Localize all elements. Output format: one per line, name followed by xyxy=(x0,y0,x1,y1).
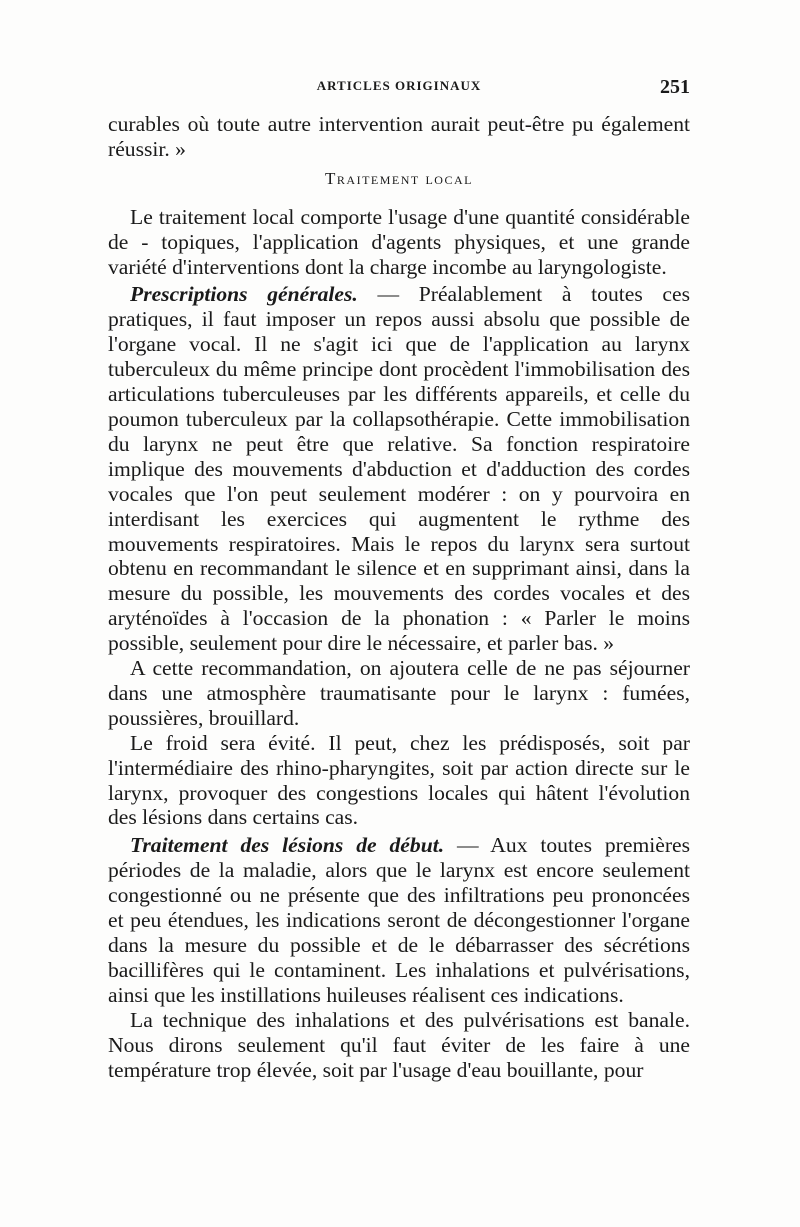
section-heading: Traitement local xyxy=(325,168,473,188)
paragraph-cold: Le froid sera évité. Il peut, chez les prédisposés, soit par l'intermédiaire des rhino-pharyngites, soit par action directe sur le larynx, provoquer des congestions locales qui hâtent l'évolution des lésions dans certains cas. xyxy=(108,730,690,830)
subsection-lead-in: Traitement des lésions de début. xyxy=(130,833,445,858)
paragraph-text: — Préalablement à toutes ces pratiques, il faut imposer un repos aussi absolu que possible de l'organe vocal. Il ne s'agit ici que de l'application au larynx tuberculeux du même principe dont procèdent l'immobilisation des articulations tuberculeuses par les différents appareils, et celle du poumon tuberculeux par la collapsothérapie. Cette immobilisation du larynx ne peut être que relative. Sa fonction respiratoire implique des mouvements d'abduction et d'adduction des cordes vocales que l'on peut seulement modérer : on y pourvoira en interdisant les exercices qui augmentent le rythme des mouvements respiratoires. Mais le repos du larynx sera surtout obtenu en recommandant le silence et en supprimant ainsi, dans la mesure du possible, les mouvements des cordes vocales et des aryténoïdes à l'occasion de la phonation : « Parler le moins possible, seulement pour dire le nécessaire, et parler bas. » xyxy=(108,282,690,656)
article-body xyxy=(108,112,690,1082)
paragraph-early-lesions xyxy=(108,833,690,1007)
paragraph-local-treatment: Le traitement local comporte l'usage d'une quantité considérable de - topiques, l'application d'agents physiques, et une grande variété d'interventions dont la charge incombe au laryngologiste. xyxy=(108,204,690,279)
paragraph-general-prescriptions xyxy=(108,282,690,656)
running-title: ARTICLES ORIGINAUX xyxy=(316,78,482,93)
paragraph-atmosphere: A cette recommandation, on ajoutera celle de ne pas séjourner dans une atmosphère traumatisante pour le larynx : fumées, poussières, brouillard. xyxy=(108,656,690,730)
paragraph-continuation: curables où toute autre intervention aurait peut-être pu également réussir. » xyxy=(108,112,690,161)
paragraph-inhalation-technique: La technique des inhalations et des pulvérisations est banale. Nous dirons seulement qu'il faut éviter de les faire à une température trop élevée, soit par l'usage d'eau bouillante, pour xyxy=(108,1007,690,1082)
paragraph-text: — Aux toutes premières périodes de la maladie, alors que le larynx est encore seulement congestionné ou ne présente que des infiltrations peu prononcées et peu étendues, les indications seront de décongestionner l'organe dans la mesure du possible et de le débarrasser des sécrétions bacillifères qui le contaminent. Les inhalations et pulvérisations, ainsi que les instillations huileuses réalisent ces indications. xyxy=(108,833,690,1007)
page-number: 251 xyxy=(660,76,690,98)
subsection-lead-in: Prescriptions générales. xyxy=(130,282,358,307)
running-header xyxy=(108,76,690,100)
